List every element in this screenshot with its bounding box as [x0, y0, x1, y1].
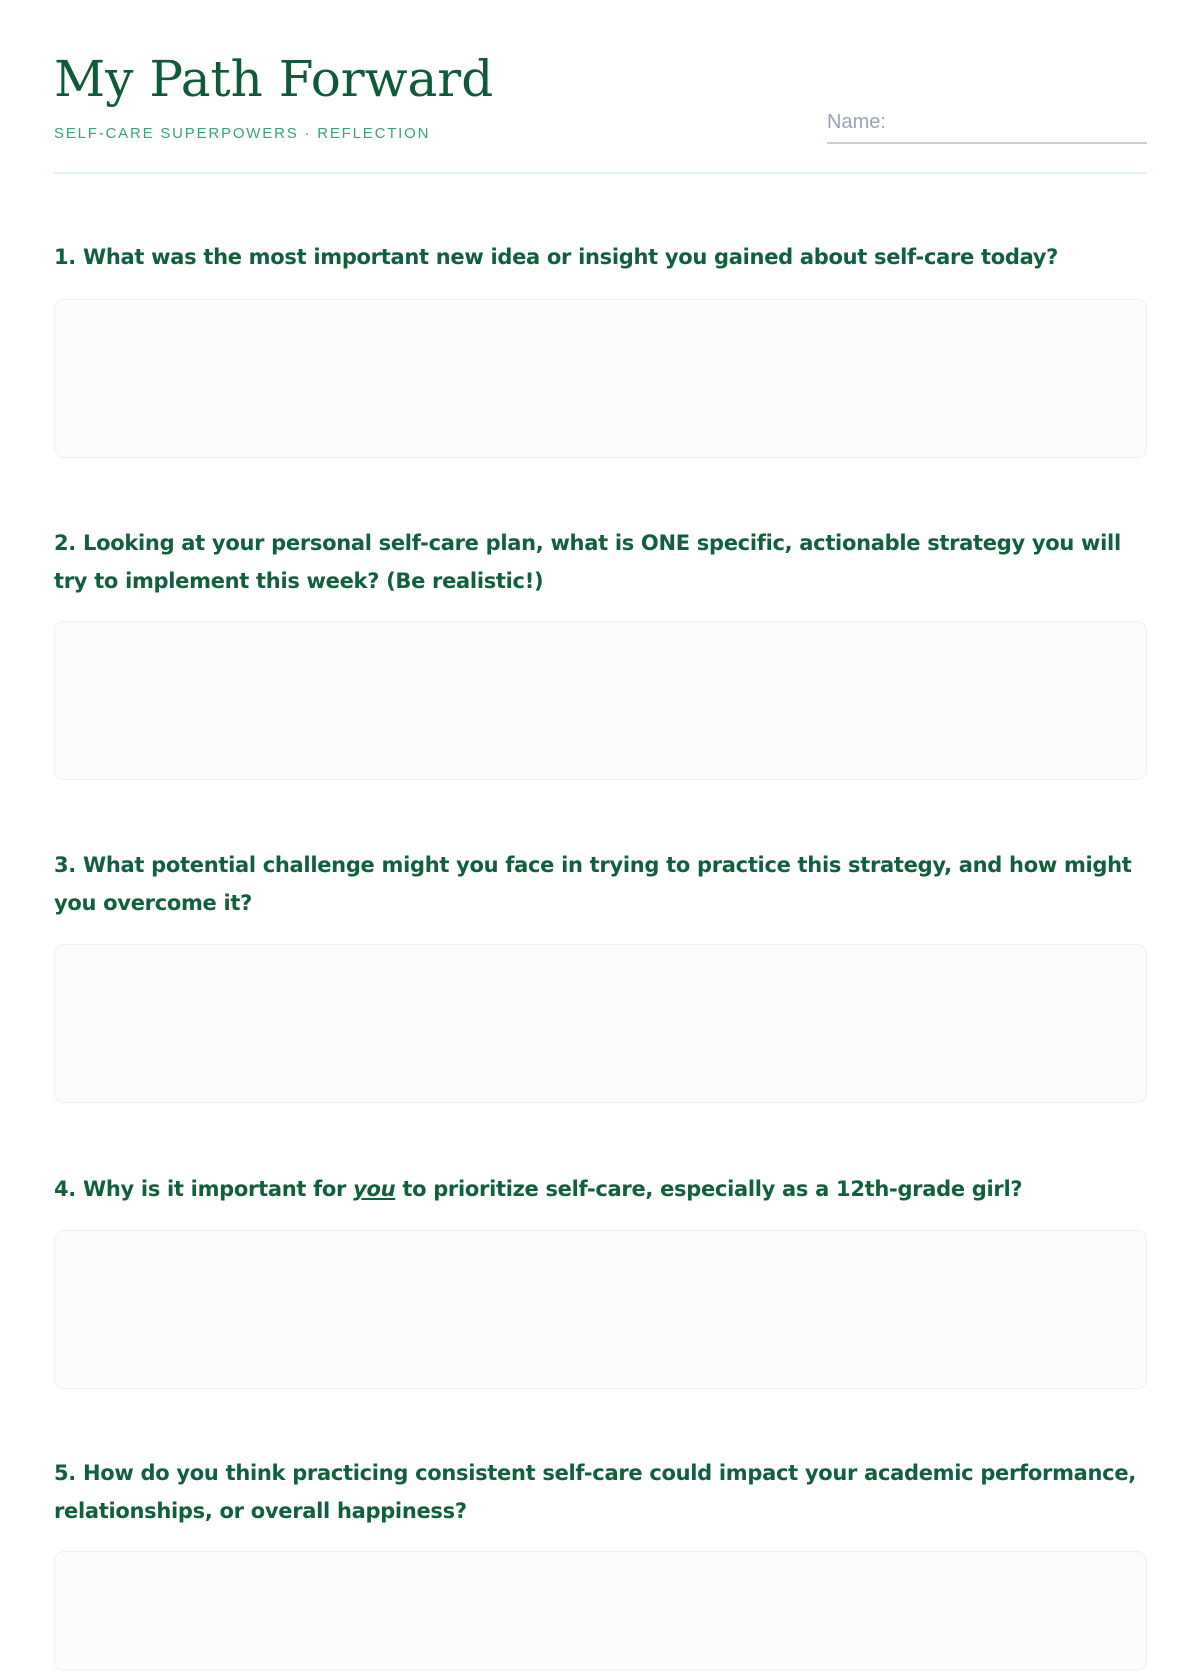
- question-2: [54, 524, 1147, 600]
- answer-box-5[interactable]: [54, 1551, 1147, 1671]
- question-3-text: What potential challenge might you face in trying to practice this strategy, and how might you overcome it?: [54, 853, 1132, 915]
- header: [54, 0, 1147, 174]
- question-4-emphasis: you: [353, 1177, 396, 1201]
- question-4-number: 4.: [54, 1177, 76, 1201]
- question-3-number: 3.: [54, 853, 76, 877]
- answer-box-3[interactable]: [54, 944, 1147, 1103]
- question-1-number: 1.: [54, 245, 76, 269]
- question-1-text: What was the most important new idea or insight you gained about self-care today?: [83, 245, 1059, 269]
- name-field[interactable]: [827, 102, 1147, 144]
- question-5-text: How do you think practicing consistent self-care could impact your academic performance, relationships, or overall happiness?: [54, 1461, 1136, 1523]
- question-4: [54, 1170, 1147, 1208]
- question-4-text-after: to prioritize self-care, especially as a 12th-grade girl?: [402, 1177, 1023, 1201]
- page-title: My Path Forward: [54, 50, 494, 108]
- page-subtitle: SELF-CARE SUPERPOWERS · REFLECTION: [54, 125, 431, 142]
- answer-box-4[interactable]: [54, 1230, 1147, 1389]
- worksheet-page: [54, 0, 1147, 1523]
- question-2-text: Looking at your personal self-care plan, what is ONE specific, actionable strategy you will try to implement this week? (Be realistic!): [54, 531, 1121, 593]
- question-5-number: 5.: [54, 1461, 76, 1485]
- answer-box-2[interactable]: [54, 621, 1147, 780]
- question-2-number: 2.: [54, 531, 76, 555]
- question-1: [54, 238, 1147, 276]
- question-5: [54, 1454, 1147, 1530]
- answer-box-1[interactable]: [54, 299, 1147, 458]
- question-3: [54, 846, 1147, 922]
- question-4-text-before: Why is it important for: [83, 1177, 347, 1201]
